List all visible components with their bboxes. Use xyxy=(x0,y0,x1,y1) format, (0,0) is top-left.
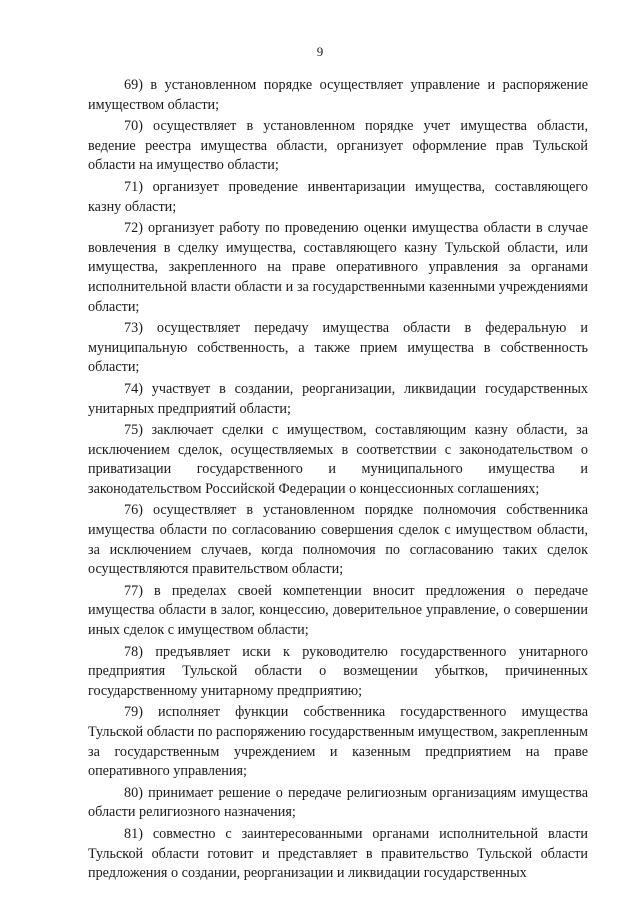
paragraph-78: 78) предъявляет иски к руководителю государственного унитарного предприятия Тульской области о возмещении убытков, причиненных государственному унитарному предприятию; xyxy=(88,643,588,699)
document-body xyxy=(88,76,588,886)
paragraph-73: 73) осуществляет передачу имущества области в федеральную и муниципальную собственность, а также прием имущества в собственность области; xyxy=(88,320,588,376)
paragraph-80: 80) принимает решение о передаче религиозным организациям имущества области религиозного назначения; xyxy=(88,784,588,821)
page-number: 9 xyxy=(316,44,324,59)
paragraph-74: 74) участвует в создании, реорганизации, ликвидации государственных унитарных предприятий области; xyxy=(88,380,588,417)
paragraph-72: 72) организует работу по проведению оценки имущества области в случае вовлечения в сделку имущества, составляющего казну Тульской области, или имущества, закрепленного на праве оперативного управления за органами исполнительной власти области и за государственными казенными учреждениями области; xyxy=(88,220,588,315)
paragraph-77: 77) в пределах своей компетенции вносит предложения о передаче имущества области в залог, концессию, доверительное управление, о совершении иных сделок с имуществом области; xyxy=(88,582,588,639)
paragraph-79: 79) исполняет функции собственника государственного имущества Тульской области по распоряжению государственным имуществом, закрепленным за государственным учреждением и казенным предприятием на праве оперативного управления; xyxy=(88,704,588,780)
paragraph-76: 76) осуществляет в установленном порядке полномочия собственника имущества области по согласованию совершения сделок с имуществом области, за исключением случаев, когда полномочия по согласованию таких сделок осуществляются правительством области; xyxy=(88,502,588,578)
paragraph-69: 69) в установленном порядке осуществляет управление и распоряжение имуществом области; xyxy=(88,77,588,113)
paragraph-81: 81) совместно с заинтересованными органами исполнительной власти Тульской области готовит и представляет в правительство Тульской области предложения о создании, реорганизации и ликвидации государственных xyxy=(88,825,588,882)
paragraph-70: 70) осуществляет в установленном порядке учет имущества области, ведение реестра имущества области, организует оформление прав Тульской области на имущество области; xyxy=(88,118,588,174)
paragraph-75: 75) заключает сделки с имуществом, составляющим казну области, за исключением сделок, осуществляемых в соответствии с законодательством о приватизации государственного и муниципального имущества и законодательством Российской Федерации о концессионных соглашениях; xyxy=(88,422,588,497)
paragraph-71: 71) организует проведение инвентаризации имущества, составляющего казну области; xyxy=(88,178,588,215)
